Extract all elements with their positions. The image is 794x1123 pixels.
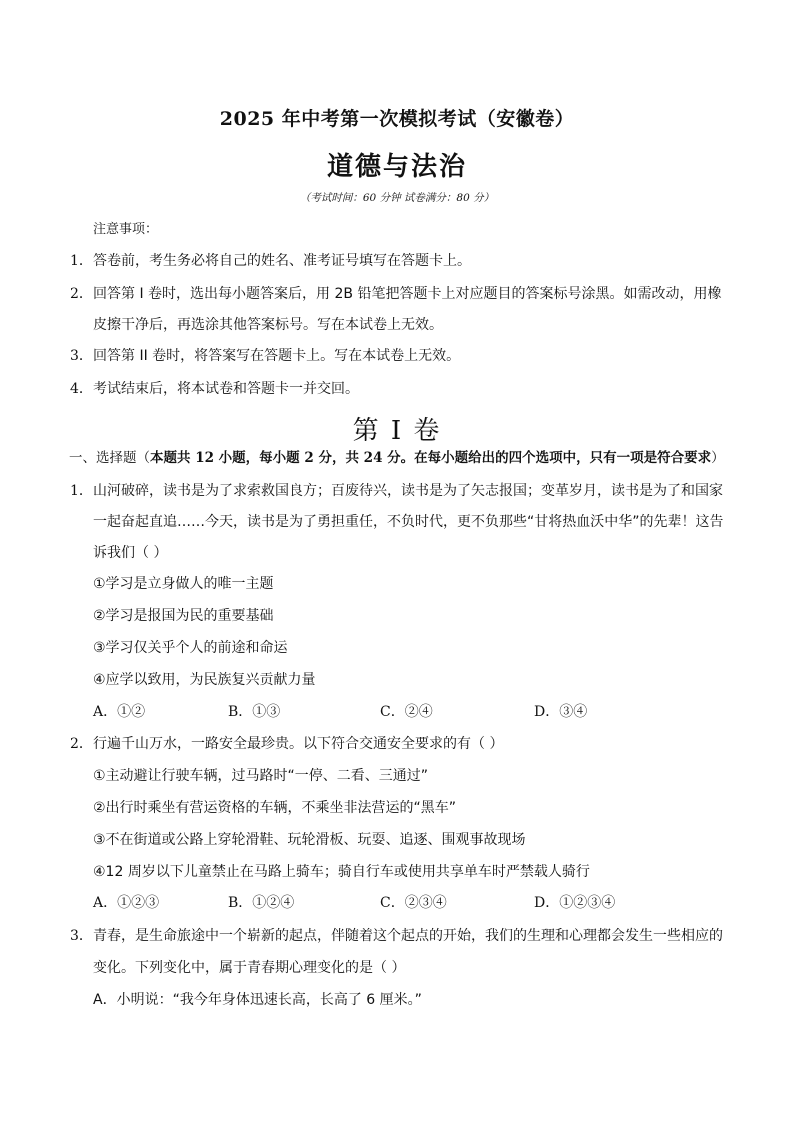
- statement: ①主动避让行驶车辆，过马路时“一停、二看、三通过”: [93, 768, 429, 784]
- exam-title: 2025 年中考第一次模拟考试（安徽卷）: [219, 108, 575, 130]
- subject-title: 道德与法治: [326, 152, 467, 182]
- question-number: 3．: [70, 928, 93, 944]
- notice-number: 1．: [70, 253, 93, 269]
- statement: ②学习是报国为民的重要基础: [93, 608, 274, 624]
- statement: ③不在街道或公路上穿轮滑鞋、玩轮滑板、玩耍、追逐、围观事故现场: [93, 832, 526, 848]
- question-stem-line: 青春，是生命旅途中一个崭新的起点，伴随着这个起点的开始，我们的生理和心理都会发生一些相应的: [93, 928, 723, 944]
- statement: ④12 周岁以下儿童禁止在马路上骑车；骑自行车或使用共享单车时严禁载人骑行: [93, 864, 590, 880]
- section-heading-prefix: 一、选择题（: [69, 450, 150, 466]
- notice-number: 2．: [70, 286, 93, 302]
- exam-info: （考试时间：60 分钟 试卷满分：80 分）: [299, 192, 495, 204]
- notice-number: 4．: [70, 381, 93, 397]
- option-a: A．①②③: [93, 895, 160, 911]
- question-number: 2．: [70, 736, 93, 752]
- question-stem-line: 行遍千山万水，一路安全最珍贵。以下符合交通安全要求的有（ ）: [93, 736, 504, 752]
- option-c: C．②③④: [380, 895, 447, 911]
- statement: ②出行时乘坐有营运资格的车辆，不乘坐非法营运的“黑车”: [93, 800, 457, 816]
- option-a: A．①②: [93, 704, 146, 720]
- option-d: D．①②③④: [534, 895, 616, 911]
- option-c: C．②④: [380, 704, 433, 720]
- question-stem-line: 诉我们（ ）: [93, 545, 168, 561]
- statement: ③学习仅关乎个人的前途和命运: [93, 640, 288, 656]
- section-heading-bold: 四个选项: [508, 450, 563, 466]
- question-stem-line: 山河破碎，读书是为了求索救国良方；百废待兴，读书是为了矢志报国；变革岁月，读书是为了和国家: [93, 483, 723, 499]
- section-heading: [69, 446, 725, 466]
- option-b: B．①②④: [228, 895, 295, 911]
- section-heading-bold: 本题共 12 小题，每小题 2 分，共 24 分。在每小题给出的: [150, 450, 509, 466]
- statement: ①学习是立身做人的唯一主题: [93, 576, 274, 592]
- option-d: D．③④: [534, 704, 588, 720]
- statement: ④应学以致用，为民族复兴贡献力量: [93, 672, 316, 688]
- notice-line: 皮擦干净后，再选涂其他答案标号。写在本试卷上无效。: [93, 317, 443, 333]
- section-heading-suffix: ）: [711, 450, 725, 466]
- notice-line: 考试结束后，将本试卷和答题卡一并交回。: [93, 381, 359, 397]
- notice-line: 回答第 I 卷时，选出每小题答案后，用 2B 铅笔把答题卡上对应题目的答案标号涂黑。如需改动，用橡: [93, 286, 722, 302]
- question-stem-line: 变化。下列变化中，属于青春期心理变化的是（ ）: [93, 960, 406, 976]
- section-heading-bold: 中，只有一项是符合要求: [562, 450, 712, 466]
- question-number: 1．: [70, 483, 93, 499]
- notice-line: 回答第 II 卷时，将答案写在答题卡上。写在本试卷上无效。: [93, 348, 461, 364]
- notice-number: 3．: [70, 348, 93, 364]
- notice-line: 答卷前，考生务必将自己的姓名、准考证号填写在答题卡上。: [93, 253, 471, 269]
- question-stem-line: 一起奋起直追……今天，读书是为了勇担重任，不负时代，更不负那些“甘将热血沃中华”的先辈！这告: [93, 514, 724, 530]
- option-a: A．小明说：“我今年身体迅速长高，长高了 6 厘米。”: [93, 992, 422, 1008]
- section-title: 第 I 卷: [352, 416, 442, 446]
- option-b: B．①③: [228, 704, 281, 720]
- notice-heading: 注意事项：: [93, 222, 159, 237]
